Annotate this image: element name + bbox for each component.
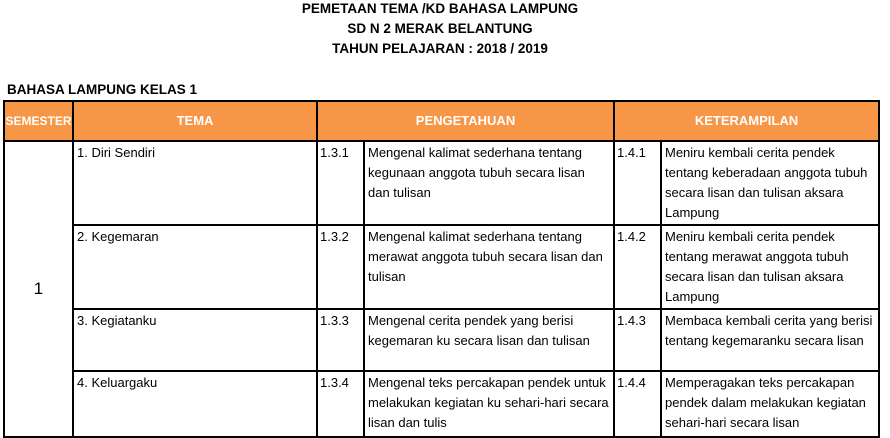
tema-cell: 2. Kegemaran <box>73 225 317 309</box>
pengetahuan-text: Mengenal teks percakapan pendek untuk melakukan kegiatan ku sehari-hari secara lisan dan tulis <box>364 371 614 437</box>
table-header-row <box>4 101 879 141</box>
table-row <box>4 309 879 371</box>
keterampilan-code: 1.4.3 <box>614 309 661 371</box>
pengetahuan-text: Mengenal kalimat sederhana tentang kegunaan anggota tubuh secara lisan dan tulisan <box>364 141 614 225</box>
header-tema: TEMA <box>73 101 317 141</box>
pengetahuan-text: Mengenal kalimat sederhana tentang merawat anggota tubuh secara lisan dan tulisan <box>364 225 614 309</box>
header-pengetahuan: PENGETAHUAN <box>317 101 614 141</box>
keterampilan-text: Meniru kembali cerita pendek tentang keberadaan anggota tubuh secara lisan dan tulisan aksara Lampung <box>661 141 879 225</box>
header-keterampilan: KETERAMPILAN <box>614 101 879 141</box>
mapping-table <box>3 100 880 438</box>
keterampilan-code: 1.4.1 <box>614 141 661 225</box>
pengetahuan-code: 1.3.3 <box>317 309 364 371</box>
pengetahuan-code: 1.3.4 <box>317 371 364 437</box>
pengetahuan-text: Mengenal cerita pendek yang berisi kegemaran ku secara lisan dan tulisan <box>364 309 614 371</box>
keterampilan-text: Meniru kembali cerita pendek tentang merawat anggota tubuh secara lisan dan tulisan aksara Lampung <box>661 225 879 309</box>
pengetahuan-code: 1.3.1 <box>317 141 364 225</box>
table-row <box>4 225 879 309</box>
tema-cell: 1. Diri Sendiri <box>73 141 317 225</box>
header-semester: SEMESTER <box>4 101 73 141</box>
keterampilan-code: 1.4.2 <box>614 225 661 309</box>
table-row <box>4 141 879 225</box>
keterampilan-text: Memperagakan teks percakapan pendek dalam melakukan kegiatan sehari-hari secara lisan <box>661 371 879 437</box>
tema-cell: 3. Kegiatanku <box>73 309 317 371</box>
keterampilan-text: Membaca kembali cerita yang berisi tentang kegemaranku secara lisan <box>661 309 879 371</box>
keterampilan-code: 1.4.4 <box>614 371 661 437</box>
table-row <box>4 371 879 437</box>
subject-class-heading: BAHASA LAMPUNG KELAS 1 <box>7 82 198 97</box>
document-title: PEMETAAN TEMA /KD BAHASA LAMPUNG <box>301 1 579 16</box>
pengetahuan-code: 1.3.2 <box>317 225 364 309</box>
tema-cell: 4. Keluargaku <box>73 371 317 437</box>
school-name: SD N 2 MERAK BELANTUNG <box>347 21 533 36</box>
semester-cell: 1 <box>4 141 73 437</box>
academic-year: TAHUN PELAJARAN : 2018 / 2019 <box>332 41 548 56</box>
